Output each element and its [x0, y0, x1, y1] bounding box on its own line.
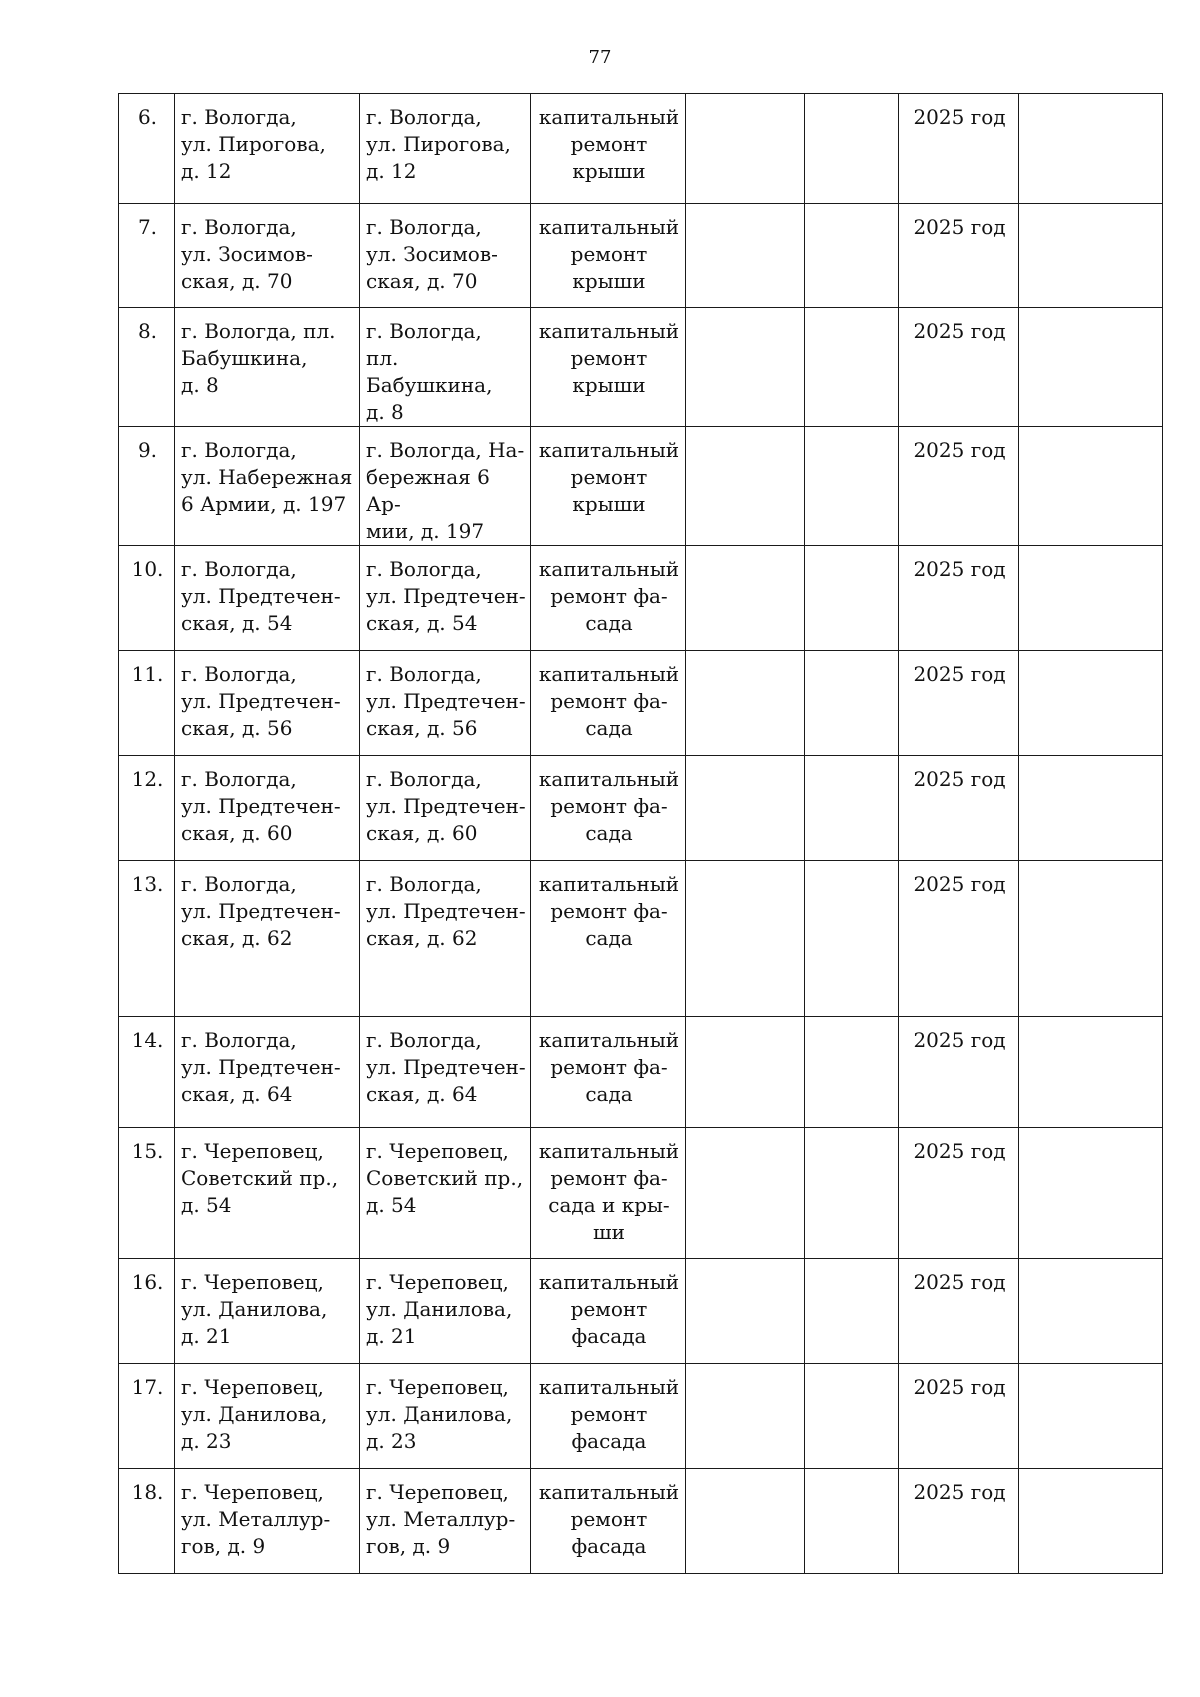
object-cell [360, 546, 531, 651]
work-type-cell-line: ремонт фа- [550, 899, 668, 923]
address-cell-line: ул. Набережная [181, 465, 353, 489]
work-type-cell [531, 546, 686, 651]
table-row [119, 1259, 1163, 1364]
work-type-cell-line: капитальный [538, 438, 680, 462]
address-cell-line: Бабушкина, [181, 346, 308, 370]
work-type-cell-line: капитальный [538, 1480, 680, 1504]
empty-cell [686, 546, 805, 651]
empty-cell [805, 94, 899, 204]
address-cell [175, 1469, 360, 1574]
work-type-cell [531, 1259, 686, 1364]
address-cell-line: д. 54 [181, 1193, 232, 1217]
object-cell-line: гов, д. 9 [366, 1534, 451, 1558]
object-cell [360, 308, 531, 427]
table-row [119, 308, 1163, 427]
object-cell-line: мии, д. 197 [366, 519, 485, 543]
address-cell-line: ул. Предтечен- [181, 794, 341, 818]
object-cell-line: г. Череповец, [366, 1270, 509, 1294]
row-number-cell: 7. [119, 204, 175, 308]
work-type-cell-line: ши [593, 1220, 625, 1244]
work-type-cell [531, 861, 686, 1017]
work-type-cell-line: ремонт [570, 1297, 648, 1321]
work-type-cell-line: крыши [572, 492, 646, 516]
address-cell [175, 1017, 360, 1128]
work-type-cell-line: сада и кры- [548, 1193, 670, 1217]
work-type-cell-line: капитальный [538, 319, 680, 343]
address-cell-line: ул. Предтечен- [181, 689, 341, 713]
empty-cell [1019, 861, 1163, 1017]
address-cell-line: д. 8 [181, 373, 219, 397]
object-cell-line: ул. Предтечен- [366, 899, 526, 923]
empty-cell [1019, 651, 1163, 756]
object-cell-line: г. Вологда, [366, 662, 482, 686]
address-cell-line: ул. Зосимов- [181, 242, 313, 266]
table-row [119, 546, 1163, 651]
object-cell-line: ская, д. 62 [366, 926, 478, 950]
row-number-cell: 10. [119, 546, 175, 651]
address-cell-line: д. 21 [181, 1324, 232, 1348]
work-type-cell-line: сада [585, 926, 633, 950]
work-type-cell-line: ремонт фа- [550, 584, 668, 608]
address-cell-line: ул. Металлур- [181, 1507, 331, 1531]
address-cell [175, 1364, 360, 1469]
empty-cell [686, 1128, 805, 1259]
work-type-cell-line: ремонт [570, 132, 648, 156]
address-cell-line: ул. Предтечен- [181, 899, 341, 923]
object-cell-line: д. 12 [366, 159, 417, 183]
object-cell [360, 651, 531, 756]
work-type-cell-line: ремонт фа- [550, 689, 668, 713]
empty-cell [805, 308, 899, 427]
work-type-cell-line: ремонт [570, 346, 648, 370]
object-cell [360, 1364, 531, 1469]
row-number-cell: 6. [119, 94, 175, 204]
work-type-cell-line: капитальный [538, 215, 680, 239]
address-cell-line: г. Череповец, [181, 1480, 324, 1504]
address-cell-line: 6 Армии, д. 197 [181, 492, 347, 516]
year-cell: 2025 год [899, 94, 1019, 204]
empty-cell [1019, 1017, 1163, 1128]
address-cell-line: г. Вологда, [181, 215, 297, 239]
address-cell-line: г. Вологда, [181, 105, 297, 129]
table-row [119, 427, 1163, 546]
work-type-cell-line: ремонт [570, 242, 648, 266]
empty-cell [1019, 756, 1163, 861]
work-type-cell [531, 204, 686, 308]
work-type-cell-line: капитальный [538, 767, 680, 791]
row-number-cell: 14. [119, 1017, 175, 1128]
row-number-cell: 16. [119, 1259, 175, 1364]
address-cell-line: г. Вологда, пл. [181, 319, 336, 343]
work-type-cell-line: ремонт фа- [550, 1055, 668, 1079]
address-cell [175, 308, 360, 427]
work-type-cell-line: капитальный [538, 557, 680, 581]
address-cell [175, 651, 360, 756]
object-cell [360, 1259, 531, 1364]
address-cell-line: г. Вологда, [181, 872, 297, 896]
empty-cell [686, 861, 805, 1017]
work-type-cell-line: капитальный [538, 662, 680, 686]
work-type-cell-line: фасада [571, 1534, 647, 1558]
year-cell: 2025 год [899, 427, 1019, 546]
object-cell [360, 1017, 531, 1128]
address-cell-line: ская, д. 70 [181, 269, 293, 293]
object-cell-line: г. Вологда, [366, 767, 482, 791]
table-row [119, 1469, 1163, 1574]
address-cell-line: д. 23 [181, 1429, 232, 1453]
empty-cell [805, 1017, 899, 1128]
work-type-cell [531, 651, 686, 756]
row-number-cell: 11. [119, 651, 175, 756]
year-cell: 2025 год [899, 861, 1019, 1017]
work-type-cell [531, 1364, 686, 1469]
object-cell-line: г. Вологда, [366, 319, 482, 343]
object-cell-line: г. Череповец, [366, 1480, 509, 1504]
work-type-cell-line: крыши [572, 373, 646, 397]
work-type-cell [531, 427, 686, 546]
object-cell-line: ул. Зосимов- [366, 242, 498, 266]
empty-cell [1019, 427, 1163, 546]
address-cell-line: г. Череповец, [181, 1139, 324, 1163]
work-type-cell-line: капитальный [538, 872, 680, 896]
work-type-cell-line: фасада [571, 1324, 647, 1348]
empty-cell [1019, 546, 1163, 651]
object-cell-line: ская, д. 64 [366, 1082, 478, 1106]
table-row [119, 861, 1163, 1017]
work-type-cell [531, 308, 686, 427]
year-cell: 2025 год [899, 756, 1019, 861]
address-cell [175, 546, 360, 651]
empty-cell [805, 204, 899, 308]
empty-cell [805, 1259, 899, 1364]
table-row [119, 756, 1163, 861]
object-cell-line: ул. Пирогова, [366, 132, 511, 156]
work-type-cell-line: ремонт фа- [550, 794, 668, 818]
object-cell-line: д. 8 [366, 400, 404, 424]
table-body [119, 94, 1163, 1574]
row-number-cell: 17. [119, 1364, 175, 1469]
address-cell-line: ул. Данилова, [181, 1297, 328, 1321]
object-cell-line: г. Череповец, [366, 1375, 509, 1399]
address-cell-line: ул. Пирогова, [181, 132, 326, 156]
object-cell-line: ул. Металлур- [366, 1507, 516, 1531]
year-cell: 2025 год [899, 1364, 1019, 1469]
address-cell [175, 204, 360, 308]
object-cell-line: Советский пр., [366, 1166, 524, 1190]
address-cell-line: г. Вологда, [181, 767, 297, 791]
work-type-cell-line: капитальный [538, 1028, 680, 1052]
table-row [119, 94, 1163, 204]
address-cell [175, 756, 360, 861]
object-cell [360, 204, 531, 308]
address-cell-line: г. Вологда, [181, 438, 297, 462]
empty-cell [805, 651, 899, 756]
object-cell-line: ская, д. 70 [366, 269, 478, 293]
empty-cell [686, 1017, 805, 1128]
work-type-cell [531, 94, 686, 204]
work-type-cell-line: сада [585, 1082, 633, 1106]
address-cell-line: г. Вологда, [181, 557, 297, 581]
row-number-cell: 12. [119, 756, 175, 861]
empty-cell [1019, 94, 1163, 204]
work-type-cell-line: крыши [572, 159, 646, 183]
work-type-cell-line: капитальный [538, 1139, 680, 1163]
address-cell [175, 1259, 360, 1364]
work-type-cell [531, 1017, 686, 1128]
year-cell: 2025 год [899, 1128, 1019, 1259]
empty-cell [805, 1469, 899, 1574]
object-cell-line: г. Вологда, [366, 105, 482, 129]
object-cell-line: ул. Предтечен- [366, 1055, 526, 1079]
object-cell-line: г. Вологда, [366, 557, 482, 581]
address-cell-line: г. Вологда, [181, 1028, 297, 1052]
object-cell-line: г. Череповец, [366, 1139, 509, 1163]
object-cell-line: ул. Предтечен- [366, 689, 526, 713]
address-cell-line: ул. Предтечен- [181, 584, 341, 608]
object-cell-line: д. 21 [366, 1324, 417, 1348]
table-row [119, 204, 1163, 308]
empty-cell [686, 1469, 805, 1574]
address-cell-line: г. Череповец, [181, 1375, 324, 1399]
address-cell-line: гов, д. 9 [181, 1534, 266, 1558]
address-cell-line: д. 12 [181, 159, 232, 183]
object-cell-line: г. Вологда, На- [366, 438, 525, 462]
empty-cell [1019, 1469, 1163, 1574]
year-cell: 2025 год [899, 1469, 1019, 1574]
work-type-cell-line: ремонт фа- [550, 1166, 668, 1190]
empty-cell [686, 756, 805, 861]
work-type-cell [531, 1469, 686, 1574]
object-cell [360, 1128, 531, 1259]
object-cell-line: г. Вологда, [366, 1028, 482, 1052]
work-type-cell-line: фасада [571, 1429, 647, 1453]
empty-cell [1019, 308, 1163, 427]
empty-cell [686, 427, 805, 546]
empty-cell [1019, 1259, 1163, 1364]
empty-cell [1019, 1364, 1163, 1469]
work-type-cell-line: ремонт [570, 1507, 648, 1531]
work-type-cell [531, 756, 686, 861]
address-cell-line: ул. Предтечен- [181, 1055, 341, 1079]
address-cell-line: ская, д. 64 [181, 1082, 293, 1106]
object-cell-line: ул. Предтечен- [366, 794, 526, 818]
object-cell-line: д. 54 [366, 1193, 417, 1217]
address-cell-line: ская, д. 56 [181, 716, 293, 740]
work-type-cell-line: сада [585, 611, 633, 635]
object-cell-line: пл. Бабушкина, [366, 346, 493, 397]
empty-cell [686, 1259, 805, 1364]
work-type-cell-line: капитальный [538, 105, 680, 129]
object-cell [360, 94, 531, 204]
object-cell-line: ская, д. 54 [366, 611, 478, 635]
address-cell-line: ская, д. 62 [181, 926, 293, 950]
work-type-cell-line: сада [585, 716, 633, 740]
table-row [119, 1364, 1163, 1469]
work-type-cell-line: сада [585, 821, 633, 845]
address-cell [175, 861, 360, 1017]
object-cell-line: г. Вологда, [366, 872, 482, 896]
year-cell: 2025 год [899, 1017, 1019, 1128]
page-number: 77 [588, 47, 612, 68]
empty-cell [686, 651, 805, 756]
empty-cell [805, 1364, 899, 1469]
table-row [119, 1017, 1163, 1128]
empty-cell [805, 756, 899, 861]
work-type-cell-line: ремонт [570, 1402, 648, 1426]
empty-cell [805, 427, 899, 546]
row-number-cell: 9. [119, 427, 175, 546]
row-number-cell: 15. [119, 1128, 175, 1259]
object-cell [360, 861, 531, 1017]
object-cell-line: бережная 6 Ар- [366, 465, 490, 516]
object-cell-line: ская, д. 60 [366, 821, 478, 845]
table-row [119, 651, 1163, 756]
object-cell [360, 1469, 531, 1574]
work-type-cell-line: ремонт [570, 465, 648, 489]
empty-cell [805, 1128, 899, 1259]
address-cell-line: ская, д. 60 [181, 821, 293, 845]
address-cell [175, 94, 360, 204]
row-number-cell: 18. [119, 1469, 175, 1574]
empty-cell [805, 861, 899, 1017]
address-cell [175, 427, 360, 546]
empty-cell [686, 204, 805, 308]
address-cell-line: Советский пр., [181, 1166, 339, 1190]
work-type-cell-line: крыши [572, 269, 646, 293]
object-cell-line: ская, д. 56 [366, 716, 478, 740]
year-cell: 2025 год [899, 1259, 1019, 1364]
table-row [119, 1128, 1163, 1259]
object-cell-line: ул. Данилова, [366, 1402, 513, 1426]
year-cell: 2025 год [899, 651, 1019, 756]
object-cell-line: г. Вологда, [366, 215, 482, 239]
empty-cell [686, 94, 805, 204]
object-cell-line: ул. Предтечен- [366, 584, 526, 608]
registry-table [118, 93, 1163, 1574]
year-cell: 2025 год [899, 546, 1019, 651]
address-cell-line: г. Вологда, [181, 662, 297, 686]
empty-cell [1019, 1128, 1163, 1259]
empty-cell [686, 1364, 805, 1469]
row-number-cell: 8. [119, 308, 175, 427]
object-cell-line: ул. Данилова, [366, 1297, 513, 1321]
empty-cell [686, 308, 805, 427]
object-cell [360, 427, 531, 546]
year-cell: 2025 год [899, 204, 1019, 308]
work-type-cell-line: капитальный [538, 1270, 680, 1294]
work-type-cell-line: капитальный [538, 1375, 680, 1399]
address-cell [175, 1128, 360, 1259]
address-cell-line: г. Череповец, [181, 1270, 324, 1294]
work-type-cell [531, 1128, 686, 1259]
object-cell [360, 756, 531, 861]
empty-cell [1019, 204, 1163, 308]
address-cell-line: ул. Данилова, [181, 1402, 328, 1426]
year-cell: 2025 год [899, 308, 1019, 427]
object-cell-line: д. 23 [366, 1429, 417, 1453]
empty-cell [805, 546, 899, 651]
address-cell-line: ская, д. 54 [181, 611, 293, 635]
row-number-cell: 13. [119, 861, 175, 1017]
